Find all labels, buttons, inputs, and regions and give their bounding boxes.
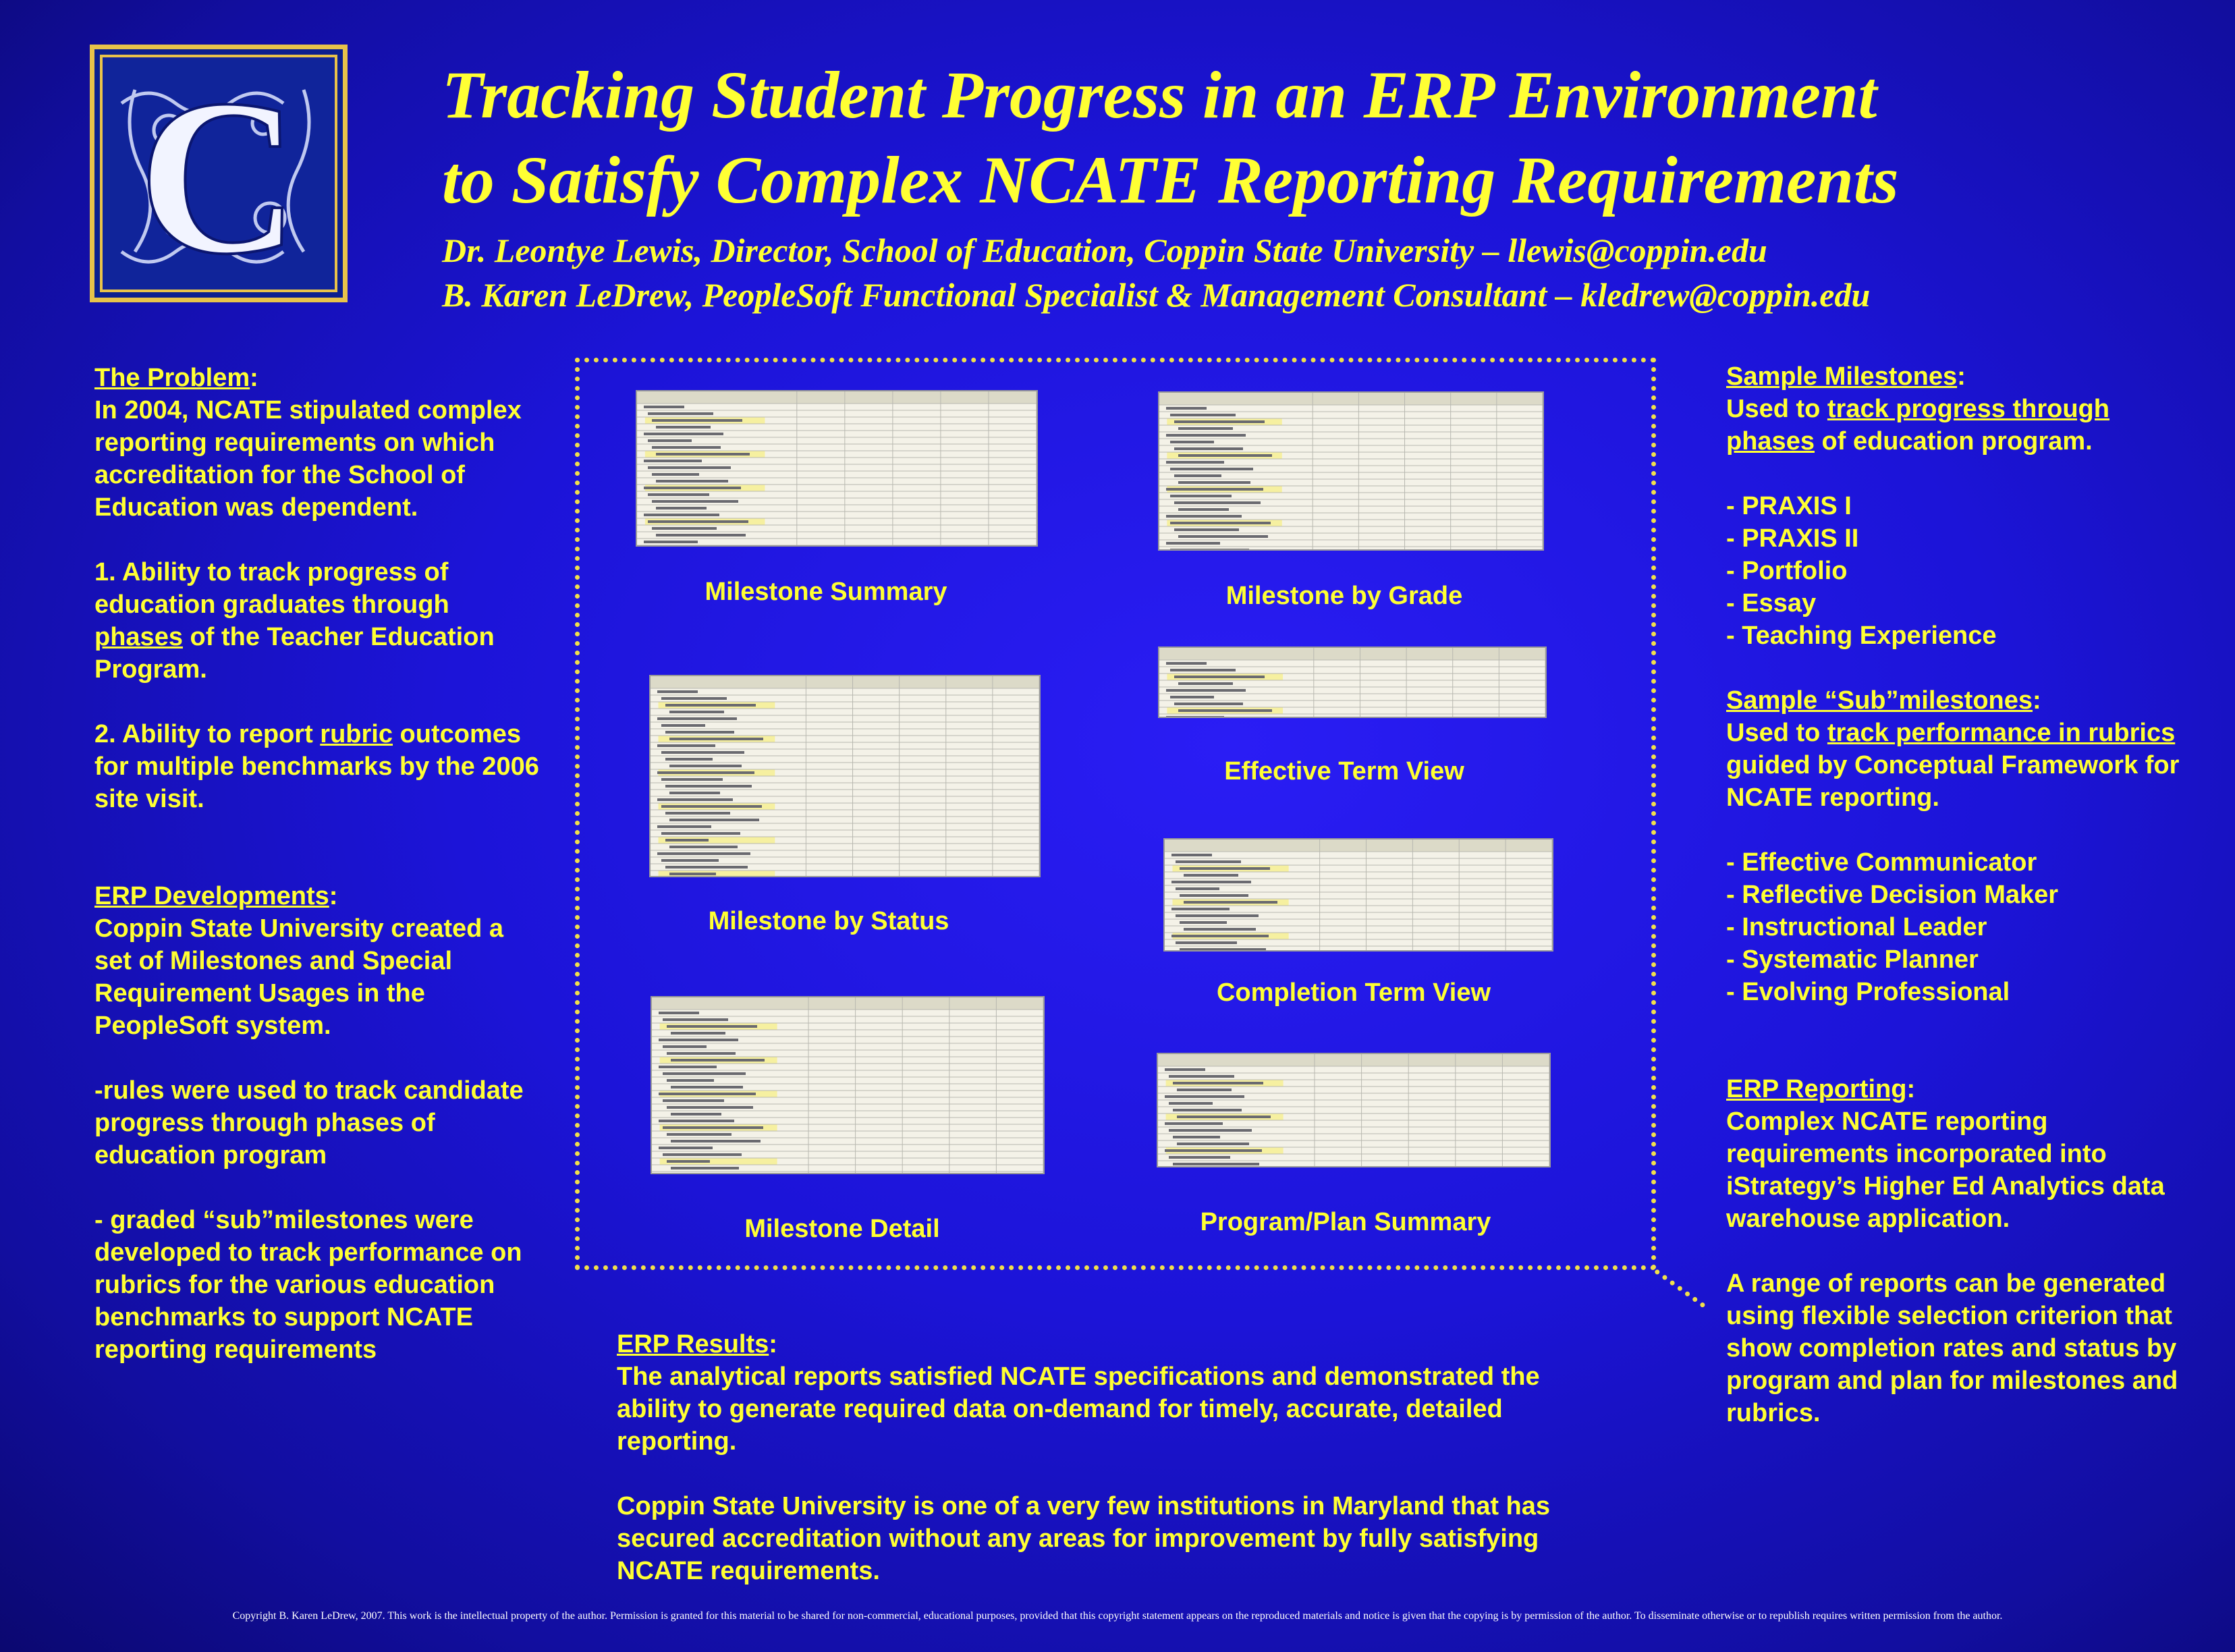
rules-text: -rules were used to track candidate progress through phases of education program bbox=[94, 1076, 524, 1169]
report-range-text: A range of reports can be generated using flexible selection criterion that show completion rates and status by program and plan for milestones and rubrics. bbox=[1726, 1269, 2178, 1427]
svg-text:C: C bbox=[138, 54, 300, 298]
completion-term-view-thumbnail bbox=[1163, 838, 1553, 952]
sample-submilestones-heading: Sample “Sub”milestones bbox=[1726, 686, 2033, 715]
caption-milestone-detail: Milestone Detail bbox=[744, 1215, 940, 1243]
graded-submilestones-text: - graded “sub”milestones were developed to track performance on rubrics for the various education benchmarks to support NCATE reporting requirements bbox=[94, 1206, 522, 1364]
requirement-2: 2. Ability to report rubric outcomes for multiple benchmarks by the 2006 site visit. bbox=[94, 720, 539, 813]
right-column: Sample Milestones: Used to track progress through phases of education program. - PRAXIS I - PRAXIS II - Portfolio - Essay - Teaching Experience Sample “Sub”milestones: Used to track performance in rubrics guided by Conceptual Framework for NCATE reporting. - Effective Communicator - Reflective Decision Maker - Instructional Leader - Systematic Planner - Evolving Professional ERP Reporting: Complex NCATE reporting requirements incorporated into iStrategy’s Higher Ed Analytics data warehouse application. A range of reports can be generated using flexible selection criterion that show completion rates and status by program and plan for milestones and rubrics. bbox=[1726, 360, 2185, 1429]
program-plan-summary-thumbnail bbox=[1157, 1053, 1551, 1167]
sample-milestones-heading: Sample Milestones bbox=[1726, 362, 1958, 391]
erp-results: ERP Results: The analytical reports satisfied NCATE specifications and demonstrated the ability to generate required data on-demand for timely, accurate, detailed reporting. Coppin State University is one of a very few institutions in Maryland that has secured accreditation without any areas for improvement by fully satisfying NCATE requirements. bbox=[617, 1328, 1616, 1587]
submilestone-list-item: - Effective Communicator bbox=[1726, 848, 2037, 877]
milestone-list-item: - Essay bbox=[1726, 589, 1817, 617]
logo-ornament-icon bbox=[94, 49, 343, 298]
poster-title bbox=[442, 53, 2095, 223]
milestone-list-item: - PRAXIS II bbox=[1726, 524, 1859, 553]
caption-program-plan-summary: Program/Plan Summary bbox=[1200, 1208, 1491, 1236]
illuminated-letter-logo bbox=[90, 45, 348, 302]
spreadsheet-grid-icon bbox=[1159, 393, 1543, 549]
author-line-2: B. Karen LeDrew, PeopleSoft Functional Specialist & Management Consultant – kledrew@coppin.edu bbox=[442, 276, 1871, 314]
submilestone-list-item: - Reflective Decision Maker bbox=[1726, 881, 2059, 909]
milestone-detail-thumbnail bbox=[651, 996, 1045, 1174]
copyright-footer: Copyright B. Karen LeDrew, 2007. This work is the intellectual property of the author. Permission is granted for this material to be shared for non-commercial, educational purposes, provided that this copyright statement appears on the reproduced materials and notice is given that the copying is by permission of the author. To disseminate otherwise or to republish requires written permission from the author. bbox=[232, 1610, 2003, 1622]
left-column: The Problem: In 2004, NCATE stipulated complex reporting requirements on which accreditation for the School of Education was dependent. 1. Ability to track progress of education graduates through phases of the Teacher Education Program. 2. Ability to report rubric outcomes for multiple benchmarks by the 2006 site visit. ERP Developments: Coppin State University created a set of Milestones and Special Requirement Usages in the PeopleSoft system. -rules were used to track candidate progress through phases of education program - graded “sub”milestones were developed to track performance on rubrics for the various education benchmarks to support NCATE reporting requirements bbox=[94, 362, 540, 1366]
milestone-list-item: - Teaching Experience bbox=[1726, 622, 1997, 650]
erp-reporting-text: Complex NCATE reporting requirements incorporated into iStrategy’s Higher Ed Analytics data warehouse application. bbox=[1726, 1107, 2165, 1233]
problem-text: In 2004, NCATE stipulated complex reporting requirements on which accreditation for the School of Education was dependent. bbox=[94, 396, 522, 522]
problem-heading: The Problem bbox=[94, 364, 250, 392]
title-line-2: to Satisfy Complex NCATE Reporting Requirements bbox=[442, 142, 1899, 217]
dotted-leader-line bbox=[1651, 1269, 1706, 1312]
milestone-list-item: - Portfolio bbox=[1726, 557, 1848, 585]
caption-milestone-summary: Milestone Summary bbox=[705, 578, 947, 606]
spreadsheet-grid-icon bbox=[1165, 839, 1552, 950]
author-line-1: Dr. Leontye Lewis, Director, School of Education, Coppin State University – llewis@coppin.edu bbox=[442, 231, 1767, 269]
erp-results-text-1: The analytical reports satisfied NCATE specifications and demonstrated the ability to generate required data on-demand for timely, accurate, detailed reporting. bbox=[617, 1362, 1540, 1456]
caption-milestone-by-grade: Milestone by Grade bbox=[1225, 582, 1463, 610]
spreadsheet-grid-icon bbox=[652, 997, 1043, 1173]
caption-effective-term-view: Effective Term View bbox=[1224, 757, 1464, 786]
sample-submilestones-text: Used to track performance in rubrics guided by Conceptual Framework for NCATE reporting. bbox=[1726, 719, 2180, 812]
spreadsheet-grid-icon bbox=[651, 676, 1039, 876]
submilestone-list-item: - Evolving Professional bbox=[1726, 978, 2010, 1006]
authors bbox=[442, 228, 2129, 317]
spreadsheet-grid-icon bbox=[1158, 1054, 1549, 1166]
milestone-summary-thumbnail bbox=[636, 390, 1038, 547]
milestone-by-grade-thumbnail bbox=[1158, 391, 1544, 551]
sample-milestones-text: Used to track progress through phases of education program. bbox=[1726, 395, 2109, 456]
erp-results-heading: ERP Results bbox=[617, 1330, 769, 1358]
milestone-by-status-thumbnail bbox=[649, 675, 1041, 877]
spreadsheet-grid-icon bbox=[1159, 648, 1545, 717]
milestone-list-item: - PRAXIS I bbox=[1726, 492, 1852, 520]
requirement-1: 1. Ability to track progress of education graduates through phases of the Teacher Education Program. bbox=[94, 558, 495, 684]
erp-developments-heading: ERP Developments bbox=[94, 882, 329, 910]
caption-milestone-by-status: Milestone by Status bbox=[708, 907, 949, 935]
erp-results-text-2: Coppin State University is one of a very few institutions in Maryland that has secured accreditation without any areas for improvement by fully satisfying NCATE requirements. bbox=[617, 1492, 1551, 1585]
title-line-1: Tracking Student Progress in an ERP Environment bbox=[442, 57, 1877, 132]
spreadsheet-grid-icon bbox=[637, 391, 1037, 545]
caption-completion-term-view: Completion Term View bbox=[1216, 979, 1491, 1007]
erp-reporting-heading: ERP Reporting bbox=[1726, 1075, 1907, 1103]
submilestone-list-item: - Systematic Planner bbox=[1726, 945, 1979, 974]
erp-developments-text: Coppin State University created a set of Milestones and Special Requirement Usages in the PeopleSoft system. bbox=[94, 914, 504, 1040]
effective-term-view-thumbnail bbox=[1158, 646, 1547, 718]
submilestone-list-item: - Instructional Leader bbox=[1726, 913, 1987, 941]
